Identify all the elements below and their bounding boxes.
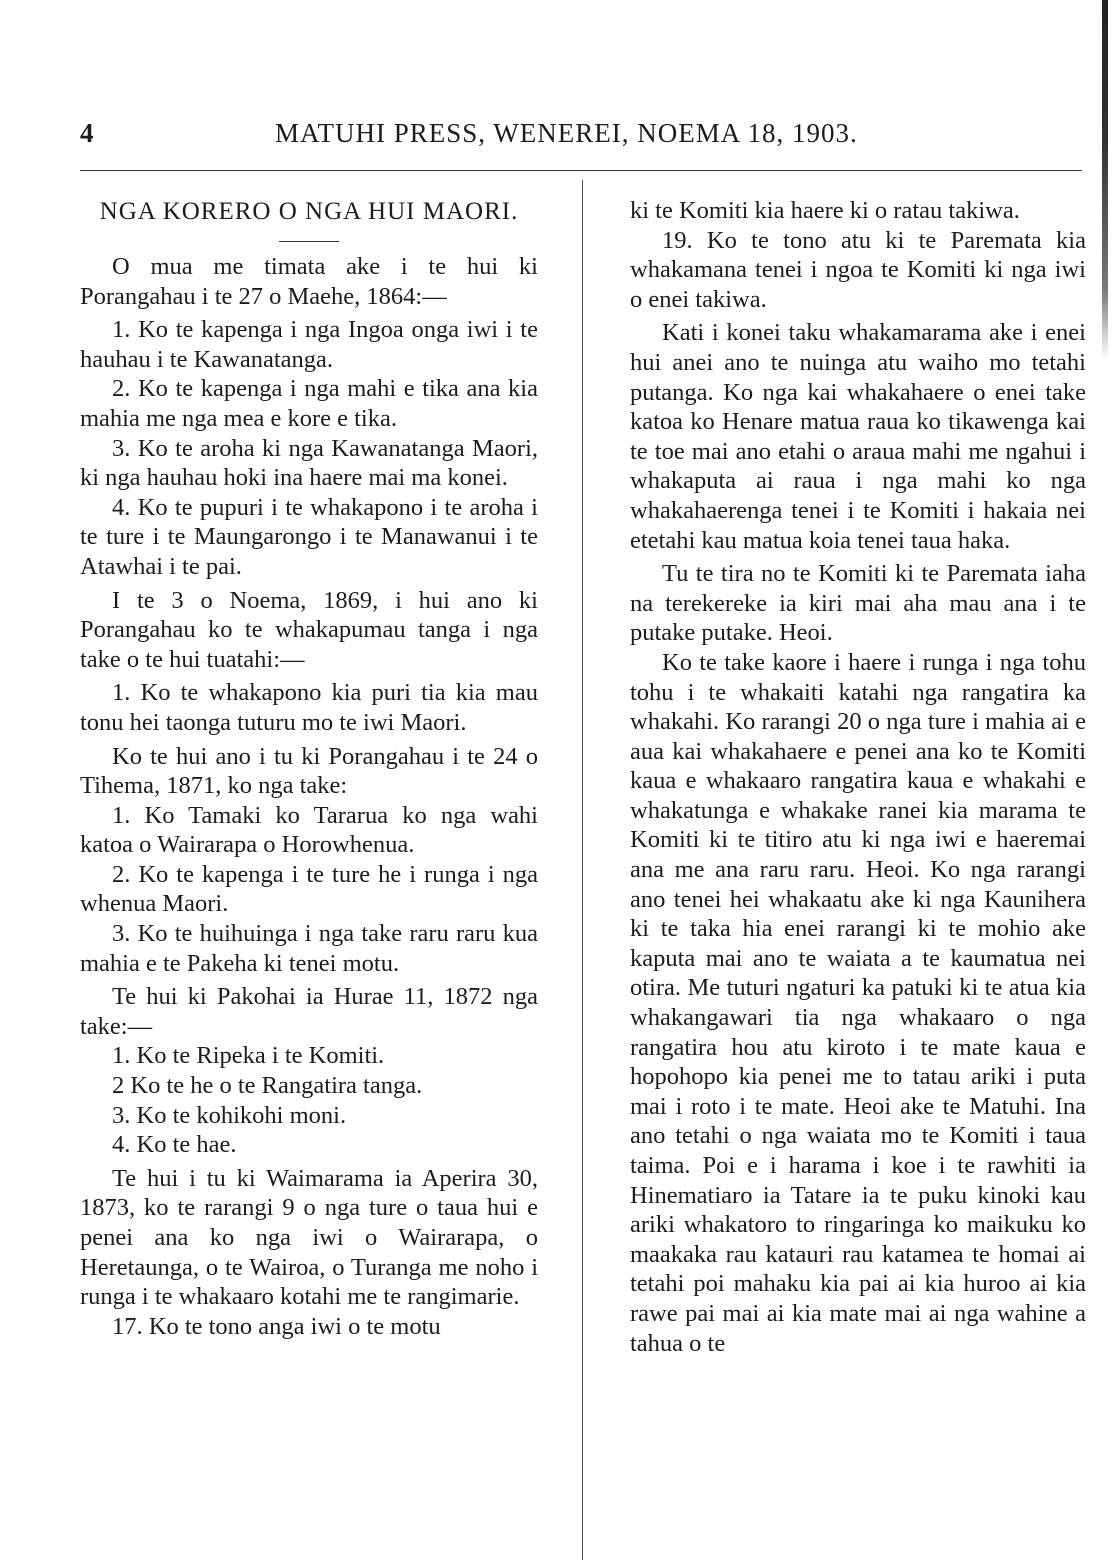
page-header xyxy=(80,118,1090,158)
paragraph-continued: ki te Komiti kia haere ki o ratau takiwa. xyxy=(630,197,1020,224)
paragraph: Kati i konei taku whakamarama ake i enei hui anei ano te nuinga atu waiho mo tetahi putanga. Ko nga kai whakahaere o enei take katoa ko Henare matua raua ko tikawenga kai te toe mai ano etahi o araua mahi me ngahui i whakaputa ai raua i nga mahi ko nga whakahaerenga tenei i te Komiti i hakaia nei etetahi kau matua koia tenei taua haka. xyxy=(630,319,1086,554)
left-column xyxy=(80,196,538,1341)
list-item: 2. Ko te kapenga i nga mahi e tika ana kia mahia me nga mea e kore e tika. xyxy=(80,375,538,432)
list-item: 1. Ko te whakapono kia puri tia kia mau tonu hei taonga tuturu mo te iwi Maori. xyxy=(80,679,538,736)
list-item: 2. Ko te kapenga i te ture he i runga i nga whenua Maori. xyxy=(80,860,538,918)
list-item: 19. Ko te tono atu ki te Paremata kia whakamana tenei i ngoa te Komiti ki nga iwi o enei takiwa. xyxy=(630,226,1086,313)
list-item: 4. Ko te hae. xyxy=(112,1131,237,1159)
paragraph: Te hui ki Pakohai ia Hurae 11, 1872 nga take:— xyxy=(80,983,538,1040)
header-rule xyxy=(80,170,1082,171)
list-item: 1. Ko te kapenga i nga Ingoa onga iwi i te hauhau i te Kawanatanga. xyxy=(80,316,538,373)
paragraph: Te hui i tu ki Waimarama ia Aperira 30, 1873, ko te rarangi 9 o nga ture o taua hui e penei ana ko nga iwi o Wairarapa, o Heretaunga, o te Wairoa, o Turanga me noho i runga i te whakaaro kotahi me te rangimarie. xyxy=(80,1164,538,1311)
list-item: 4. Ko te pupuri i te whakapono i te aroha i te ture i te Maungarongo i te Manawanui i te Atawhai i te pai. xyxy=(80,493,538,580)
page-number: 4 xyxy=(80,118,95,148)
list-item: 3. Ko te kohikohi moni. xyxy=(112,1101,347,1129)
list-item: 1. Ko Tamaki ko Tararua ko nga wahi katoa o Wairarapa o Horowhenua. xyxy=(80,801,538,859)
list-item: 3. Ko te aroha ki nga Kawanatanga Maori, ki nga hauhau hoki ina haere mai ma konei. xyxy=(80,434,538,492)
article-title: NGA KORERO O NGA HUI MAORI. xyxy=(99,198,519,225)
running-head: MATUHI PRESS, WENEREI, NOEMA 18, 1903. xyxy=(275,118,858,148)
list-item: 2 Ko te he o te Rangatira tanga. xyxy=(112,1072,423,1100)
list-item: 17. Ko te tono anga iwi o te motu xyxy=(112,1312,441,1340)
paragraph: O mua me timata ake i te hui ki Porangahau i te 27 o Maehe, 1864:— xyxy=(80,253,538,310)
paragraph: Tu te tira no te Komiti ki te Paremata iaha na terekereke ia kiri mai aha mau ana i te putake putake. Heoi. xyxy=(630,560,1086,647)
paragraph: Ko te take kaore i haere i runga i nga tohu tohu i te whakaiti katahi nga rangatira ka whakahi. Ko rarangi 20 o nga ture i mahia ai e aua kai whakahaere e penei ana ko te Komiti kaua e whakaaro rangatira kaua e whakahi e whakatunga e whakake ranei kia marama te Komiti ki te titiro atu ki nga iwi e haeremai ana me ana raru raru. Heoi. Ko nga rarangi ano tenei hei whakaatu ake ki nga Kaunihera ki te taka hia enei rarangi ki te mohio ake kaputa mai ano te waiata a te kaumatua nei otira. Me tuturi ngaturi ka patuki ki te atua kia whakangawari tia nga whakaaro o nga rangatira hou atu kiroto i te mate kaua e hopohopo kia penei me to tatau ariki i puta mai i roto i te mate. Heoi ake te Matuhi. Ina ano tetahi o nga waiata mo te Komiti i taua taima. Poi e i harama i koe i te rawhiti ia Hinematiaro ia Tatare ia te puku kinoki kau ariki whakatoro to ringaringa ko maikuku ko maakaka rau katauri rau katamea te homai ai tetahi poi mahaku kia pai ai kia huroo ai kia rawe pai mai ai kia mate mai ai nga wahine a tahua o te xyxy=(630,648,1086,1357)
paragraph: I te 3 o Noema, 1869, i hui ano ki Porangahau ko te whakapumau tanga i nga take o te hui tuatahi:— xyxy=(80,586,538,673)
paragraph: Ko te hui ano i tu ki Porangahau i te 24 o Tihema, 1871, ko nga take: xyxy=(80,742,538,800)
list-item: 3. Ko te huihuinga i nga take raru raru kua mahia e te Pakeha ki tenei motu. xyxy=(80,920,538,977)
list-item: 1. Ko te Ripeka i te Komiti. xyxy=(112,1042,385,1070)
scan-edge-shadow xyxy=(1102,0,1108,360)
column-divider xyxy=(582,180,583,1560)
right-column xyxy=(630,196,1086,1358)
title-rule xyxy=(279,241,339,242)
